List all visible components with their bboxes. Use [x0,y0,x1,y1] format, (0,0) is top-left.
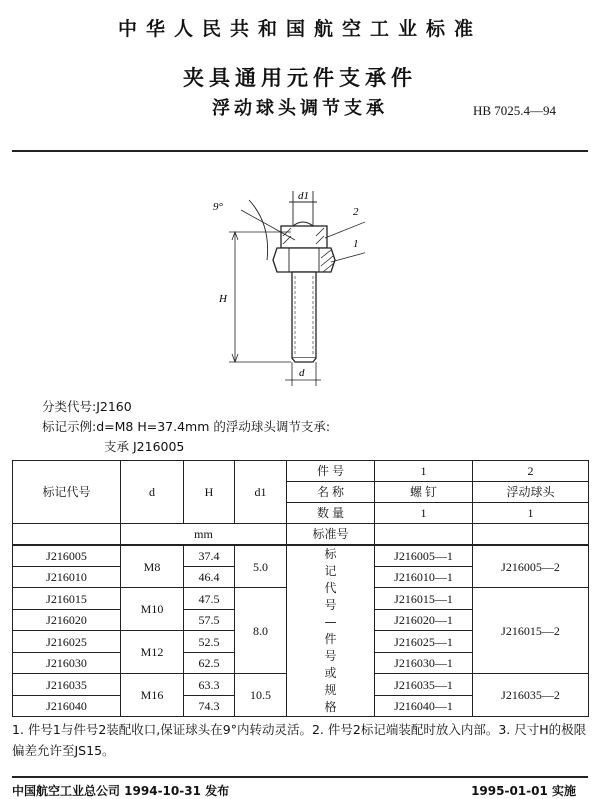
standard-code: HB 7025.4—94 [472,103,556,118]
table-row-mark: J216025 [13,631,121,653]
part2-code-cell: J216035—2 [473,674,589,717]
part1-code-cell: J216025—1 [375,631,473,653]
dimensions-table [12,460,589,717]
H-cell: 74.3 [184,696,235,717]
title-line-1: 夹具通用元件支承件 [183,66,417,90]
table-row-mark: J216040 [13,696,121,717]
footer-divider [12,776,588,778]
part1-code-cell: J216035—1 [375,674,473,696]
H-cell: 57.5 [184,610,235,631]
header-part-no: 件 号 [287,461,375,482]
d-cell: M16 [121,674,184,717]
header-d: d [121,461,184,524]
part1-code-cell: J216010—1 [375,567,473,588]
H-cell: 46.4 [184,567,235,588]
part-1-callout: 1 [353,238,359,250]
table-row-mark: J216015 [13,588,121,610]
part1-name: 螺 钉 [375,482,473,503]
table-row-mark: J216005 [13,545,121,567]
d1-label: d1 [298,190,309,202]
marking-example-intro: 标记示例:d=M8 H=37.4mm 的浮动球头调节支承: [42,419,331,434]
d-cell: M8 [121,545,184,588]
part1-code-cell: J216015—1 [375,588,473,610]
header-d1: d1 [235,461,287,524]
header-H: H [184,461,235,524]
header-name: 名 称 [287,482,375,503]
technical-drawing [205,188,365,390]
d1-cell: 10.5 [235,674,287,717]
part2-code-cell: J216005—2 [473,545,589,588]
d1-cell: 5.0 [235,545,287,588]
d-label: d [299,367,305,379]
part-2-callout: 2 [353,206,359,218]
d1-cell: 8.0 [235,588,287,674]
part1-code-cell: J216005—1 [375,545,473,567]
issue-date: 中国航空工业总公司 1994-10-31 发布 [12,784,230,798]
issuing-organization: 中华人民共和国航空工业标准 [117,18,482,40]
standard-no-vertical-note: 标 记 代 号 — 件 号 或 规 格 [287,545,375,717]
header-quantity: 数 量 [287,503,375,524]
part2-name: 浮动球头 [473,482,589,503]
header-standard-no: 标准号 [287,524,375,546]
part1-no: 1 [375,461,473,482]
H-cell: 47.5 [184,588,235,610]
marking-example-text: 支承 J216005 [104,439,185,454]
part1-code-cell: J216030—1 [375,653,473,674]
d-cell: M12 [121,631,184,674]
part1-code-cell: J216020—1 [375,610,473,631]
header-mark-code: 标记代号 [13,461,121,524]
header-divider [12,150,588,152]
part1-code-cell: J216040—1 [375,696,473,717]
table-row-mark: J216035 [13,674,121,696]
d-cell: M10 [121,588,184,631]
effective-date: 1995-01-01 实施 [471,784,576,798]
part2-quantity: 1 [473,503,589,524]
H-cell: 52.5 [184,631,235,653]
unit-mm: mm [121,524,287,546]
part2-no: 2 [473,461,589,482]
table-row-mark: J216010 [13,567,121,588]
part2-code-cell: J216015—2 [473,588,589,674]
classification-code: 分类代号:J2160 [42,399,132,414]
H-cell: 37.4 [184,545,235,567]
table-row-mark: J216030 [13,653,121,674]
part1-quantity: 1 [375,503,473,524]
title-line-2: 浮动球头调节支承 [212,98,388,119]
H-cell: 62.5 [184,653,235,674]
angle-label: 9° [213,201,223,213]
h-label: H [219,293,227,305]
table-row-mark: J216020 [13,610,121,631]
technical-notes: 1. 件号1与件号2装配收口,保证球头在9°内转动灵活。2. 件号2标记端装配时放入内部。3. 尺寸H的极限偏差允许至JS15。 [12,722,587,758]
H-cell: 63.3 [184,674,235,696]
